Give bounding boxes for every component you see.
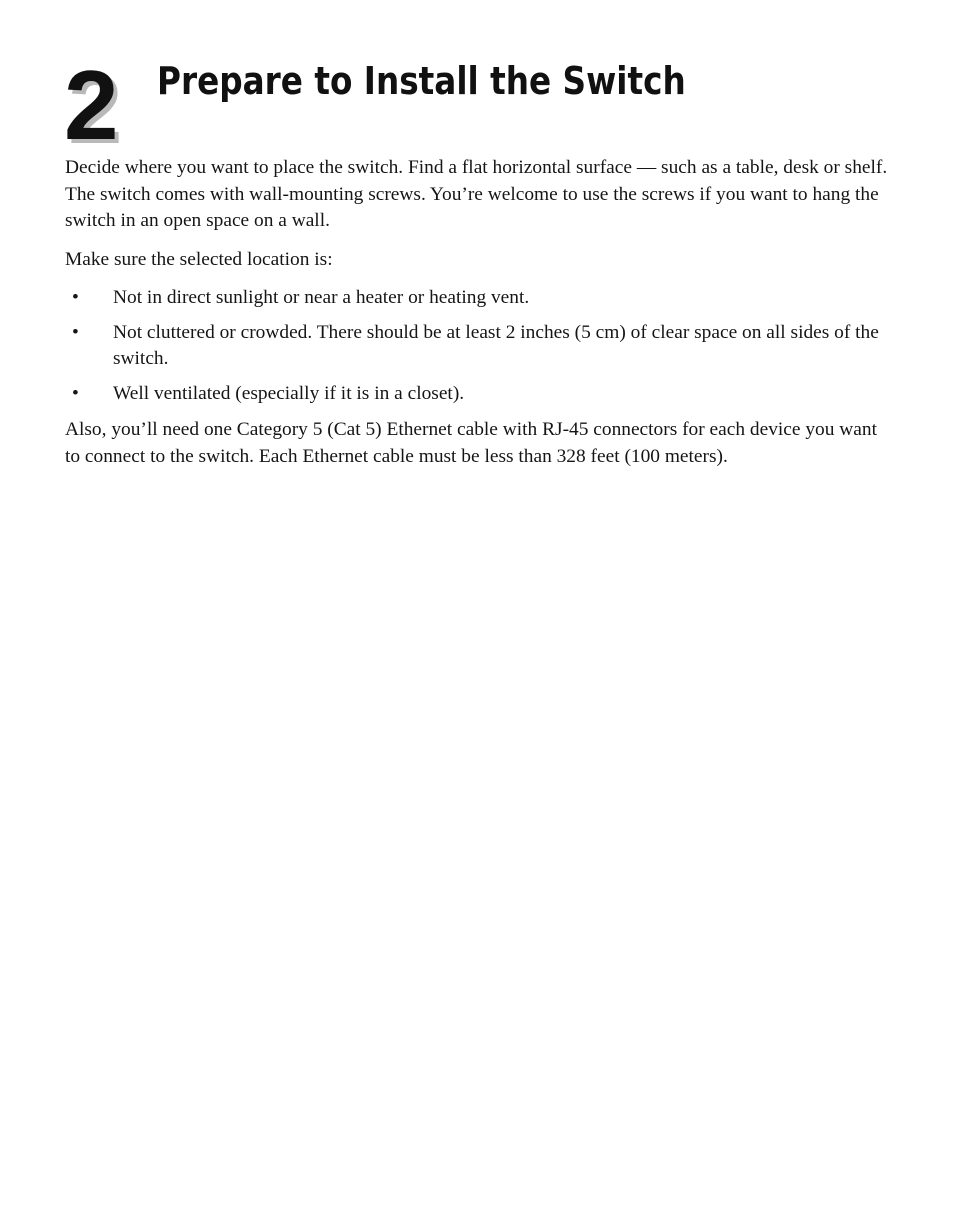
page-title: Prepare to Install the Switch — [157, 59, 686, 103]
cable-note-paragraph: Also, you’ll need one Category 5 (Cat 5) Ethernet cable with RJ-45 connectors for each device you want to connect to the switch. Each Ethernet cable must be less than 328 feet (100 meters). — [65, 419, 877, 467]
list-item — [65, 381, 895, 408]
body-text — [65, 155, 895, 482]
list-item — [65, 285, 895, 312]
list-item-text: Well ventilated (especially if it is in a closet). — [113, 382, 465, 404]
bullet-icon: • — [72, 321, 79, 343]
list-item-text: Not in direct sunlight or near a heater or heating vent. — [113, 287, 530, 308]
chapter-number: 2 — [64, 50, 119, 160]
bullet-icon: • — [72, 382, 79, 404]
location-requirements-list — [65, 285, 895, 407]
intro-paragraph: Decide where you want to place the switch. Find a flat horizontal surface — such as a table, desk or shelf. The switch comes with wall-mounting screws. You’re welcome to use the screws if you want to hang the switch in an open space on a wall. — [65, 157, 888, 231]
location-lead-paragraph: Make sure the selected location is: — [65, 248, 333, 270]
list-item — [65, 320, 895, 373]
list-item-text: Not cluttered or crowded. There should be at least 2 inches (5 cm) of clear space on all sides of the switch. — [113, 321, 879, 369]
bullet-icon: • — [72, 287, 79, 308]
